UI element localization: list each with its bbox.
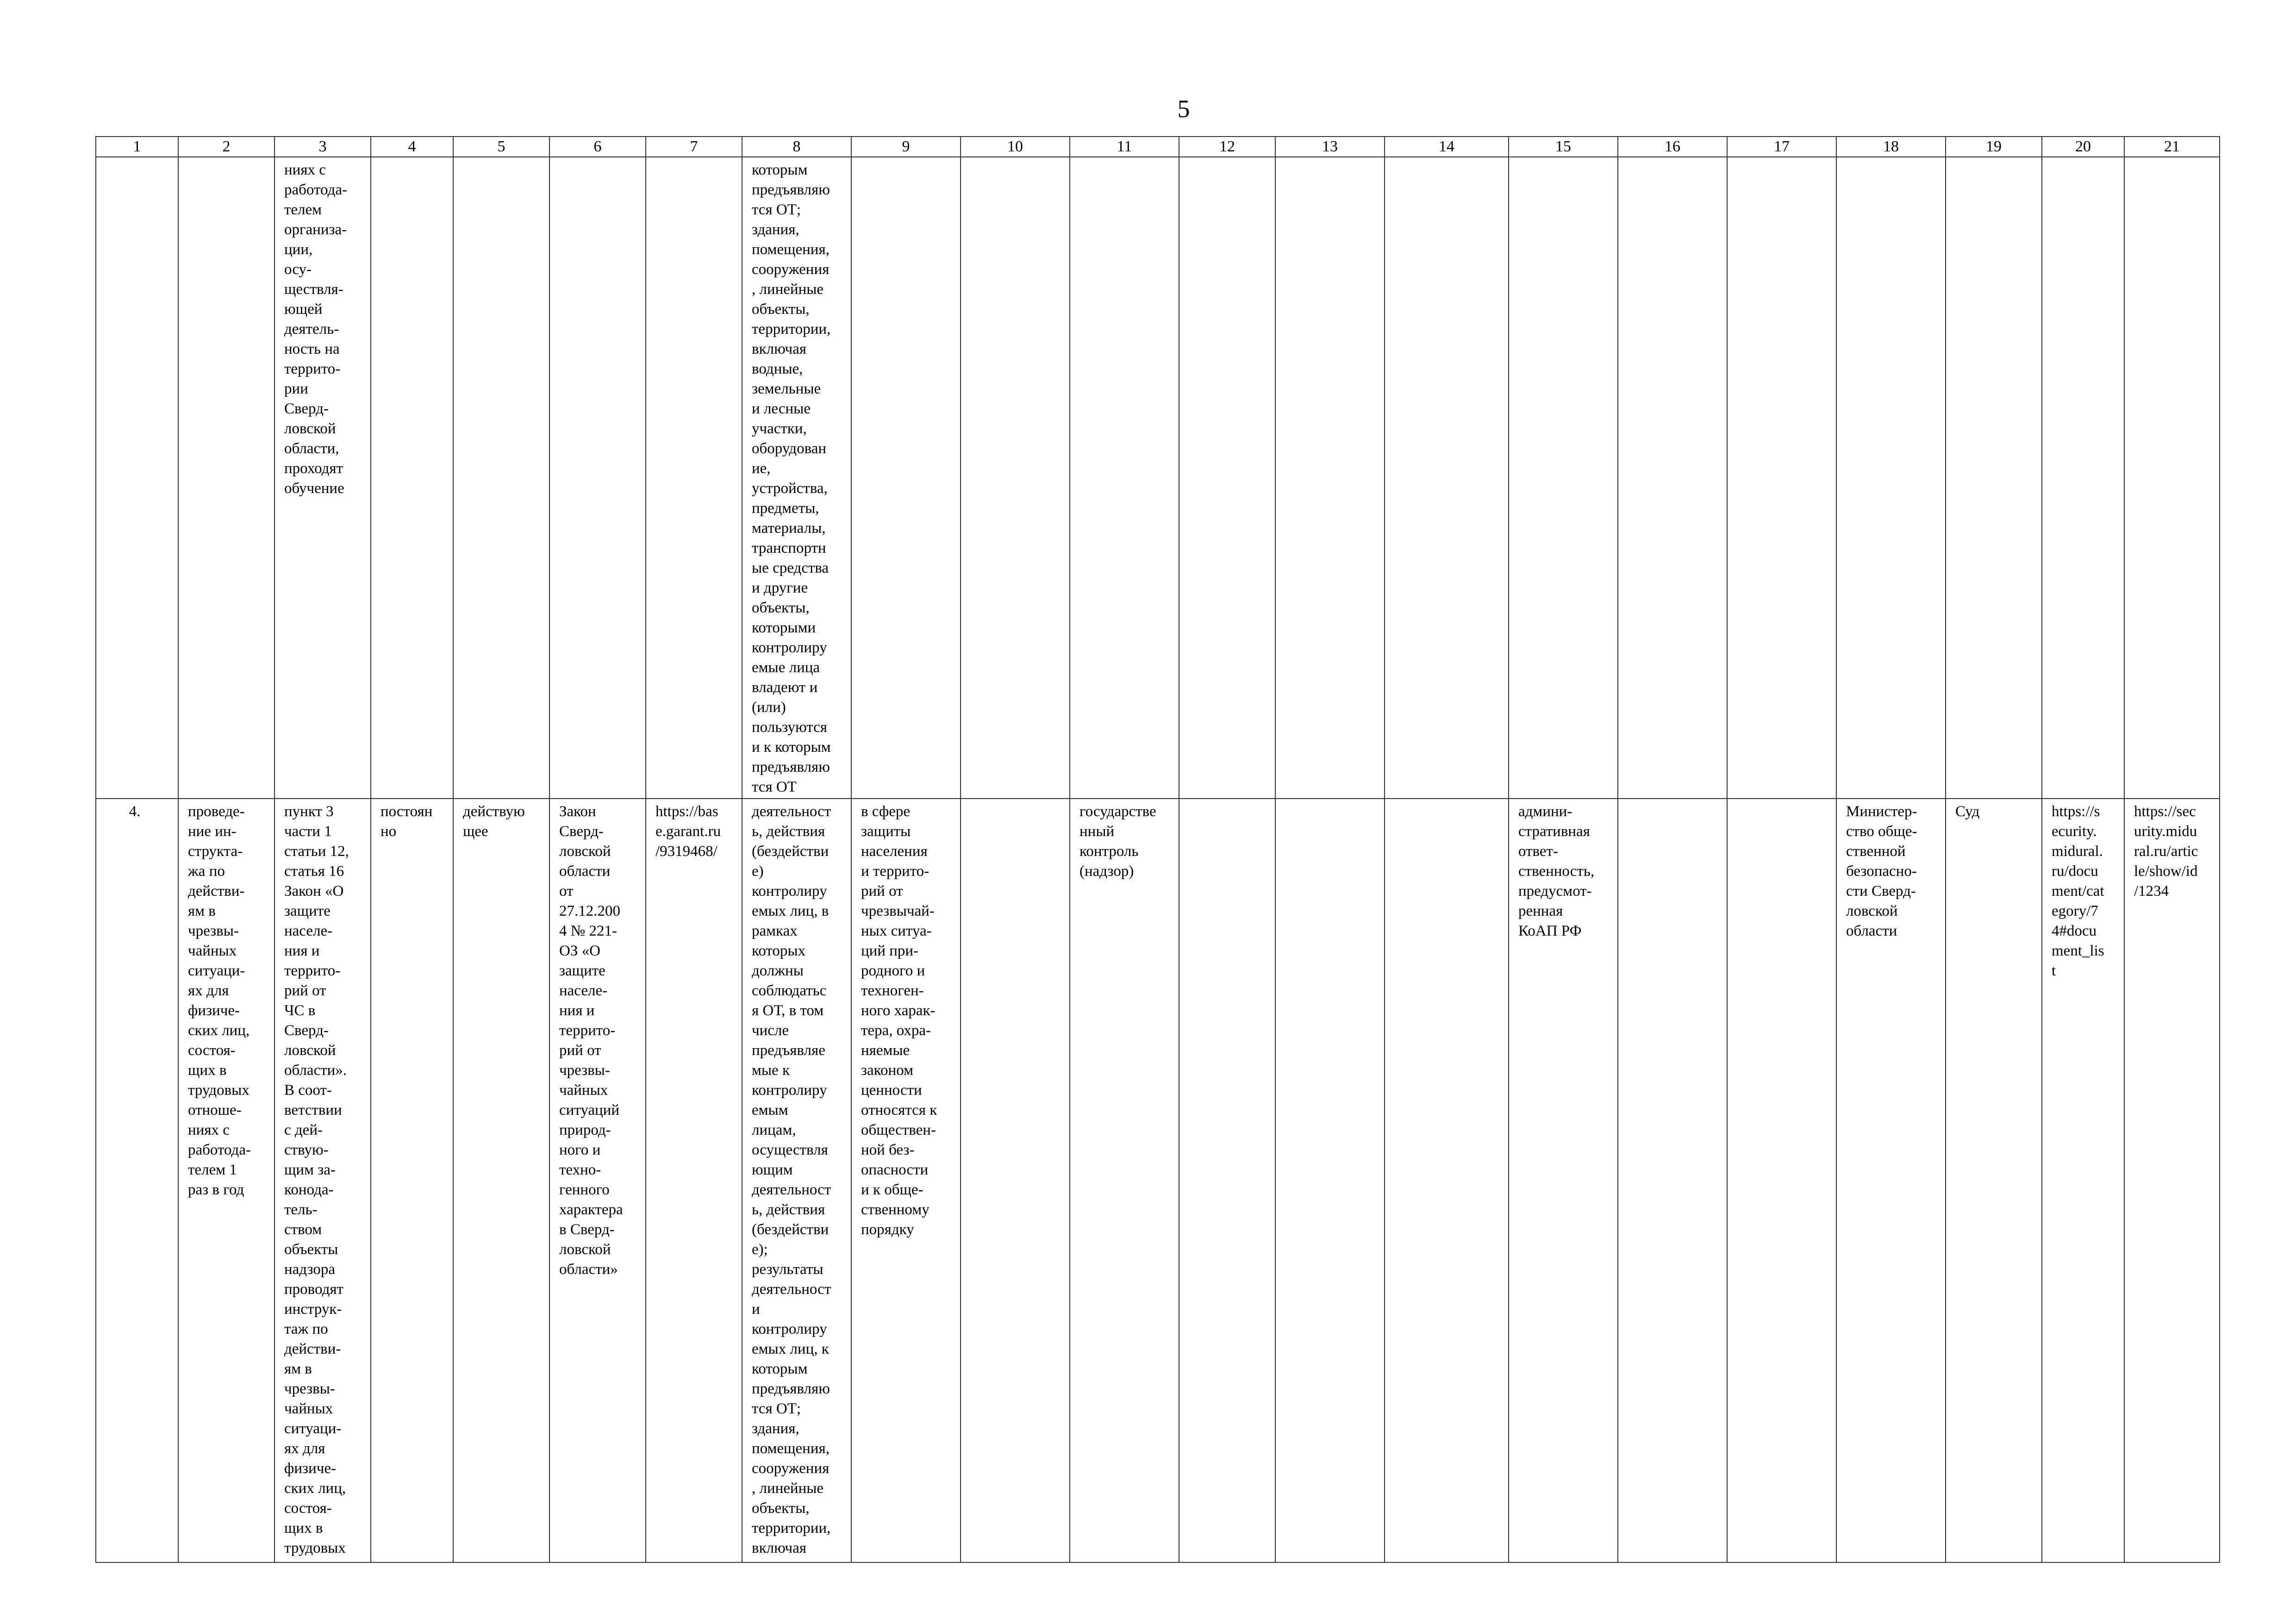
table-cell [961, 799, 1070, 1562]
col-header: 4 [371, 137, 453, 157]
cell-text: пункт 3 части 1 статьи 12, статья 16 Закон «О защите населе- ния и террито- рий от ЧС в Сверд- ловской области». В соот- ветствии с дей- ствую- щим за- конода- тель- ством объекты надзора проводят инструк- таж по действи- ям в чрезвы- чайных ситуаци- ях для физиче- ских лиц, состоя- щих в трудовых [284, 803, 349, 1556]
table-cell [1618, 157, 1727, 799]
table-cell [1385, 157, 1509, 799]
cell-text: действую щее [463, 803, 525, 840]
cell-text: постоян но [381, 803, 433, 840]
table-cell [2124, 157, 2220, 799]
table-cell [1179, 157, 1275, 799]
table-cell [646, 799, 742, 1562]
table-cell [453, 799, 549, 1562]
table-cell [1179, 799, 1275, 1562]
table-cell [1727, 799, 1836, 1562]
table-cell [961, 157, 1070, 799]
cell-text: которым предъявляю тся ОТ; здания, помещения, сооружения , линейные объекты, территории, включая водные, земельные и лесные участки, оборудован ие, устройства, предметы, материалы, транспортн ые средства и другие объекты, которыми контролиру емые лица владеют и (или) пользуются и к которым предъявляю тся ОТ [752, 162, 831, 795]
table-cell [1509, 157, 1618, 799]
table-cell [1618, 799, 1727, 1562]
col-header: 6 [549, 137, 646, 157]
cell-text: Суд [1955, 803, 1980, 820]
col-header: 20 [2042, 137, 2124, 157]
col-header: 3 [275, 137, 371, 157]
col-header: 14 [1385, 137, 1509, 157]
table-cell [453, 157, 549, 799]
table-cell [1727, 157, 1836, 799]
table-cell [851, 157, 961, 799]
cell-text: админи- стративная ответ- ственность, предусмот- ренная КоАП РФ [1518, 803, 1595, 939]
col-header: 9 [851, 137, 961, 157]
cell-text: ниях с работода- телем организа- ции, осу- ществля- ющей деятель- ность на террито- рии Сверд- ловской области, проходят обучение [284, 162, 347, 497]
cell-text: Министер- ство обще- ственной безопасно- сти Сверд- ловской области [1846, 803, 1917, 939]
col-header: 1 [96, 137, 178, 157]
col-header: 11 [1070, 137, 1179, 157]
table-row-continued [96, 157, 2220, 799]
row-number: 4. [129, 803, 141, 820]
table-cell [1509, 799, 1618, 1562]
col-header: 15 [1509, 137, 1618, 157]
table-cell [1275, 799, 1385, 1562]
col-header: 2 [178, 137, 275, 157]
cell-text: государстве нный контроль (надзор) [1079, 803, 1156, 880]
cell-text: Закон Сверд- ловской области от 27.12.200 4 № 221- ОЗ «О защите населе- ния и террито- рий от чрезвы- чайных ситуаций природ- ного и техно- генного характера в Сверд- ловской области» [559, 803, 623, 1278]
table-cell [2042, 799, 2124, 1562]
table-cell [742, 799, 851, 1562]
col-header: 8 [742, 137, 851, 157]
table-cell [275, 799, 371, 1562]
table-cell [275, 157, 371, 799]
col-header: 19 [1946, 137, 2042, 157]
cell-text: деятельност ь, действия (бездействи е) контролиру емых лиц, в рамках которых должны соблюдатьс я ОТ, в том числе предъявляе мые к контролиру емым лицам, осуществля ющим деятельност ь, действия (бездействи е); результаты деятельност и контролиру емых лиц, к которым предъявляю тся ОТ; здания, помещения, сооружения , линейные объекты, территории, включая [752, 803, 831, 1556]
col-header: 12 [1179, 137, 1275, 157]
table-cell [1070, 157, 1179, 799]
table-cell [371, 157, 453, 799]
table-cell [178, 799, 275, 1562]
table-cell [1836, 799, 1946, 1562]
table-cell [2042, 157, 2124, 799]
table-cell [2124, 799, 2220, 1562]
table-cell [96, 799, 178, 1562]
table-cell [1946, 799, 2042, 1562]
page-number: 5 [1177, 95, 1190, 123]
cell-text: в сфере защиты населения и террито- рий от чрезвычай- ных ситуа- ций при- родного и техноген- ного харак- тера, охра- няемые законом ценности относятся к обществен- ной без- опасности и к обще- ственному порядку [861, 803, 937, 1238]
table-cell [742, 157, 851, 799]
link-text: https://s ecurity. midural. ru/docu ment/cat egory/7 4#docu ment_lis t [2052, 803, 2104, 979]
col-header: 5 [453, 137, 549, 157]
link-text: https://bas e.garant.ru /9319468/ [655, 803, 721, 860]
cell-text: проведе- ние ин- структа- жа по действи- ям в чрезвы- чайных ситуаци- ях для физиче- ских лиц, состоя- щих в трудовых отноше- ниях с работода- телем 1 раз в год [188, 803, 251, 1198]
table-row-4 [96, 799, 2220, 1562]
table-cell [1275, 157, 1385, 799]
table-cell [1385, 799, 1509, 1562]
col-header: 18 [1836, 137, 1946, 157]
col-header: 10 [961, 137, 1070, 157]
col-header: 16 [1618, 137, 1727, 157]
link-text: https://sec urity.midu ral.ru/artic le/show/id /1234 [2134, 803, 2198, 899]
col-header: 7 [646, 137, 742, 157]
table-cell [646, 157, 742, 799]
table-cell [549, 157, 646, 799]
column-number-row [96, 137, 2220, 157]
col-header: 17 [1727, 137, 1836, 157]
table-cell [96, 157, 178, 799]
table-cell [1946, 157, 2042, 799]
table-cell [178, 157, 275, 799]
table-cell [1836, 157, 1946, 799]
table-cell [851, 799, 961, 1562]
col-header: 13 [1275, 137, 1385, 157]
col-header: 21 [2124, 137, 2220, 157]
table-cell [1070, 799, 1179, 1562]
document-table [95, 136, 2220, 1563]
table-cell [371, 799, 453, 1562]
table-cell [549, 799, 646, 1562]
